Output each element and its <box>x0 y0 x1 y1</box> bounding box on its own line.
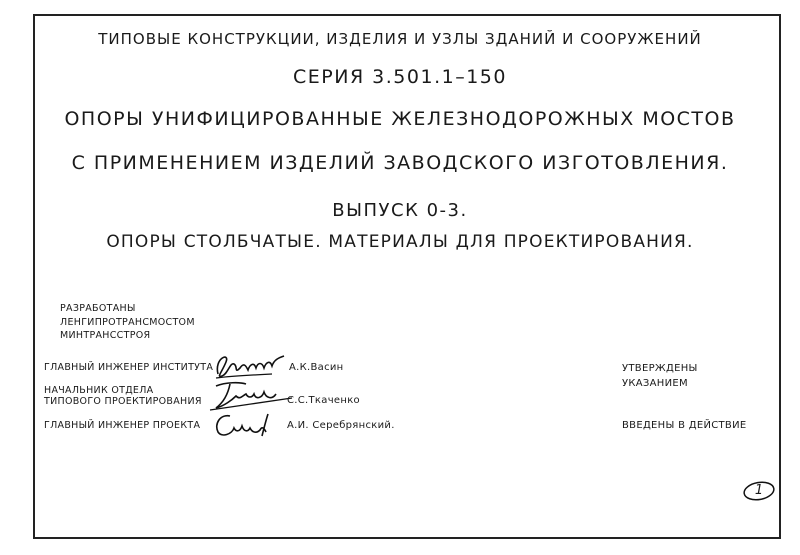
developer-ministry: МИНТРАНССТРОЯ <box>60 330 151 341</box>
approval-line-3: ВВЕДЕНЫ В ДЕЙСТВИЕ <box>622 420 747 431</box>
name-serebryansky: А.И. Серебрянский. <box>287 420 395 431</box>
role-department-head-2: ТИПОВОГО ПРОЕКТИРОВАНИЯ <box>44 396 202 407</box>
title-line-1: ОПОРЫ УНИФИЦИРОВАННЫЕ ЖЕЛЕЗНОДОРОЖНЫХ МОСТОВ <box>64 108 736 130</box>
approval-line-1: УТВЕРЖДЕНЫ <box>622 363 698 374</box>
page-number: 1 <box>754 483 764 498</box>
signature-serebryansky <box>212 410 274 440</box>
developer-label: РАЗРАБОТАНЫ <box>60 303 136 314</box>
role-department-head: НАЧАЛЬНИК ОТДЕЛА <box>44 385 154 396</box>
role-chief-engineer-project: ГЛАВНЫЙ ИНЖЕНЕР ПРОЕКТА <box>44 420 201 431</box>
role-chief-engineer-institute: ГЛАВНЫЙ ИНЖЕНЕР ИНСТИТУТА <box>44 362 214 373</box>
page-number-badge <box>742 480 776 502</box>
series-number: СЕРИЯ 3.501.1–150 <box>293 66 507 88</box>
header-line: ТИПОВЫЕ КОНСТРУКЦИИ, ИЗДЕЛИЯ И УЗЛЫ ЗДАНИЙ И СООРУЖЕНИЙ <box>98 30 702 48</box>
signature-vasin <box>212 348 288 382</box>
developer-org: ЛЕНГИПРОТРАНСМОСТОМ <box>60 317 195 328</box>
name-vasin: А.К.Васин <box>289 362 344 373</box>
drawing-frame <box>33 14 781 539</box>
issue-number: ВЫПУСК 0-3. <box>332 200 468 221</box>
signature-tkachenko <box>206 378 296 412</box>
name-tkachenko: С.С.Ткаченко <box>287 395 360 406</box>
subtitle: ОПОРЫ СТОЛБЧАТЫЕ. МАТЕРИАЛЫ ДЛЯ ПРОЕКТИРОВАНИЯ. <box>106 232 694 252</box>
approval-line-2: УКАЗАНИЕМ <box>622 378 688 389</box>
title-line-2: С ПРИМЕНЕНИЕМ ИЗДЕЛИЙ ЗАВОДСКОГО ИЗГОТОВЛЕНИЯ. <box>71 152 729 174</box>
